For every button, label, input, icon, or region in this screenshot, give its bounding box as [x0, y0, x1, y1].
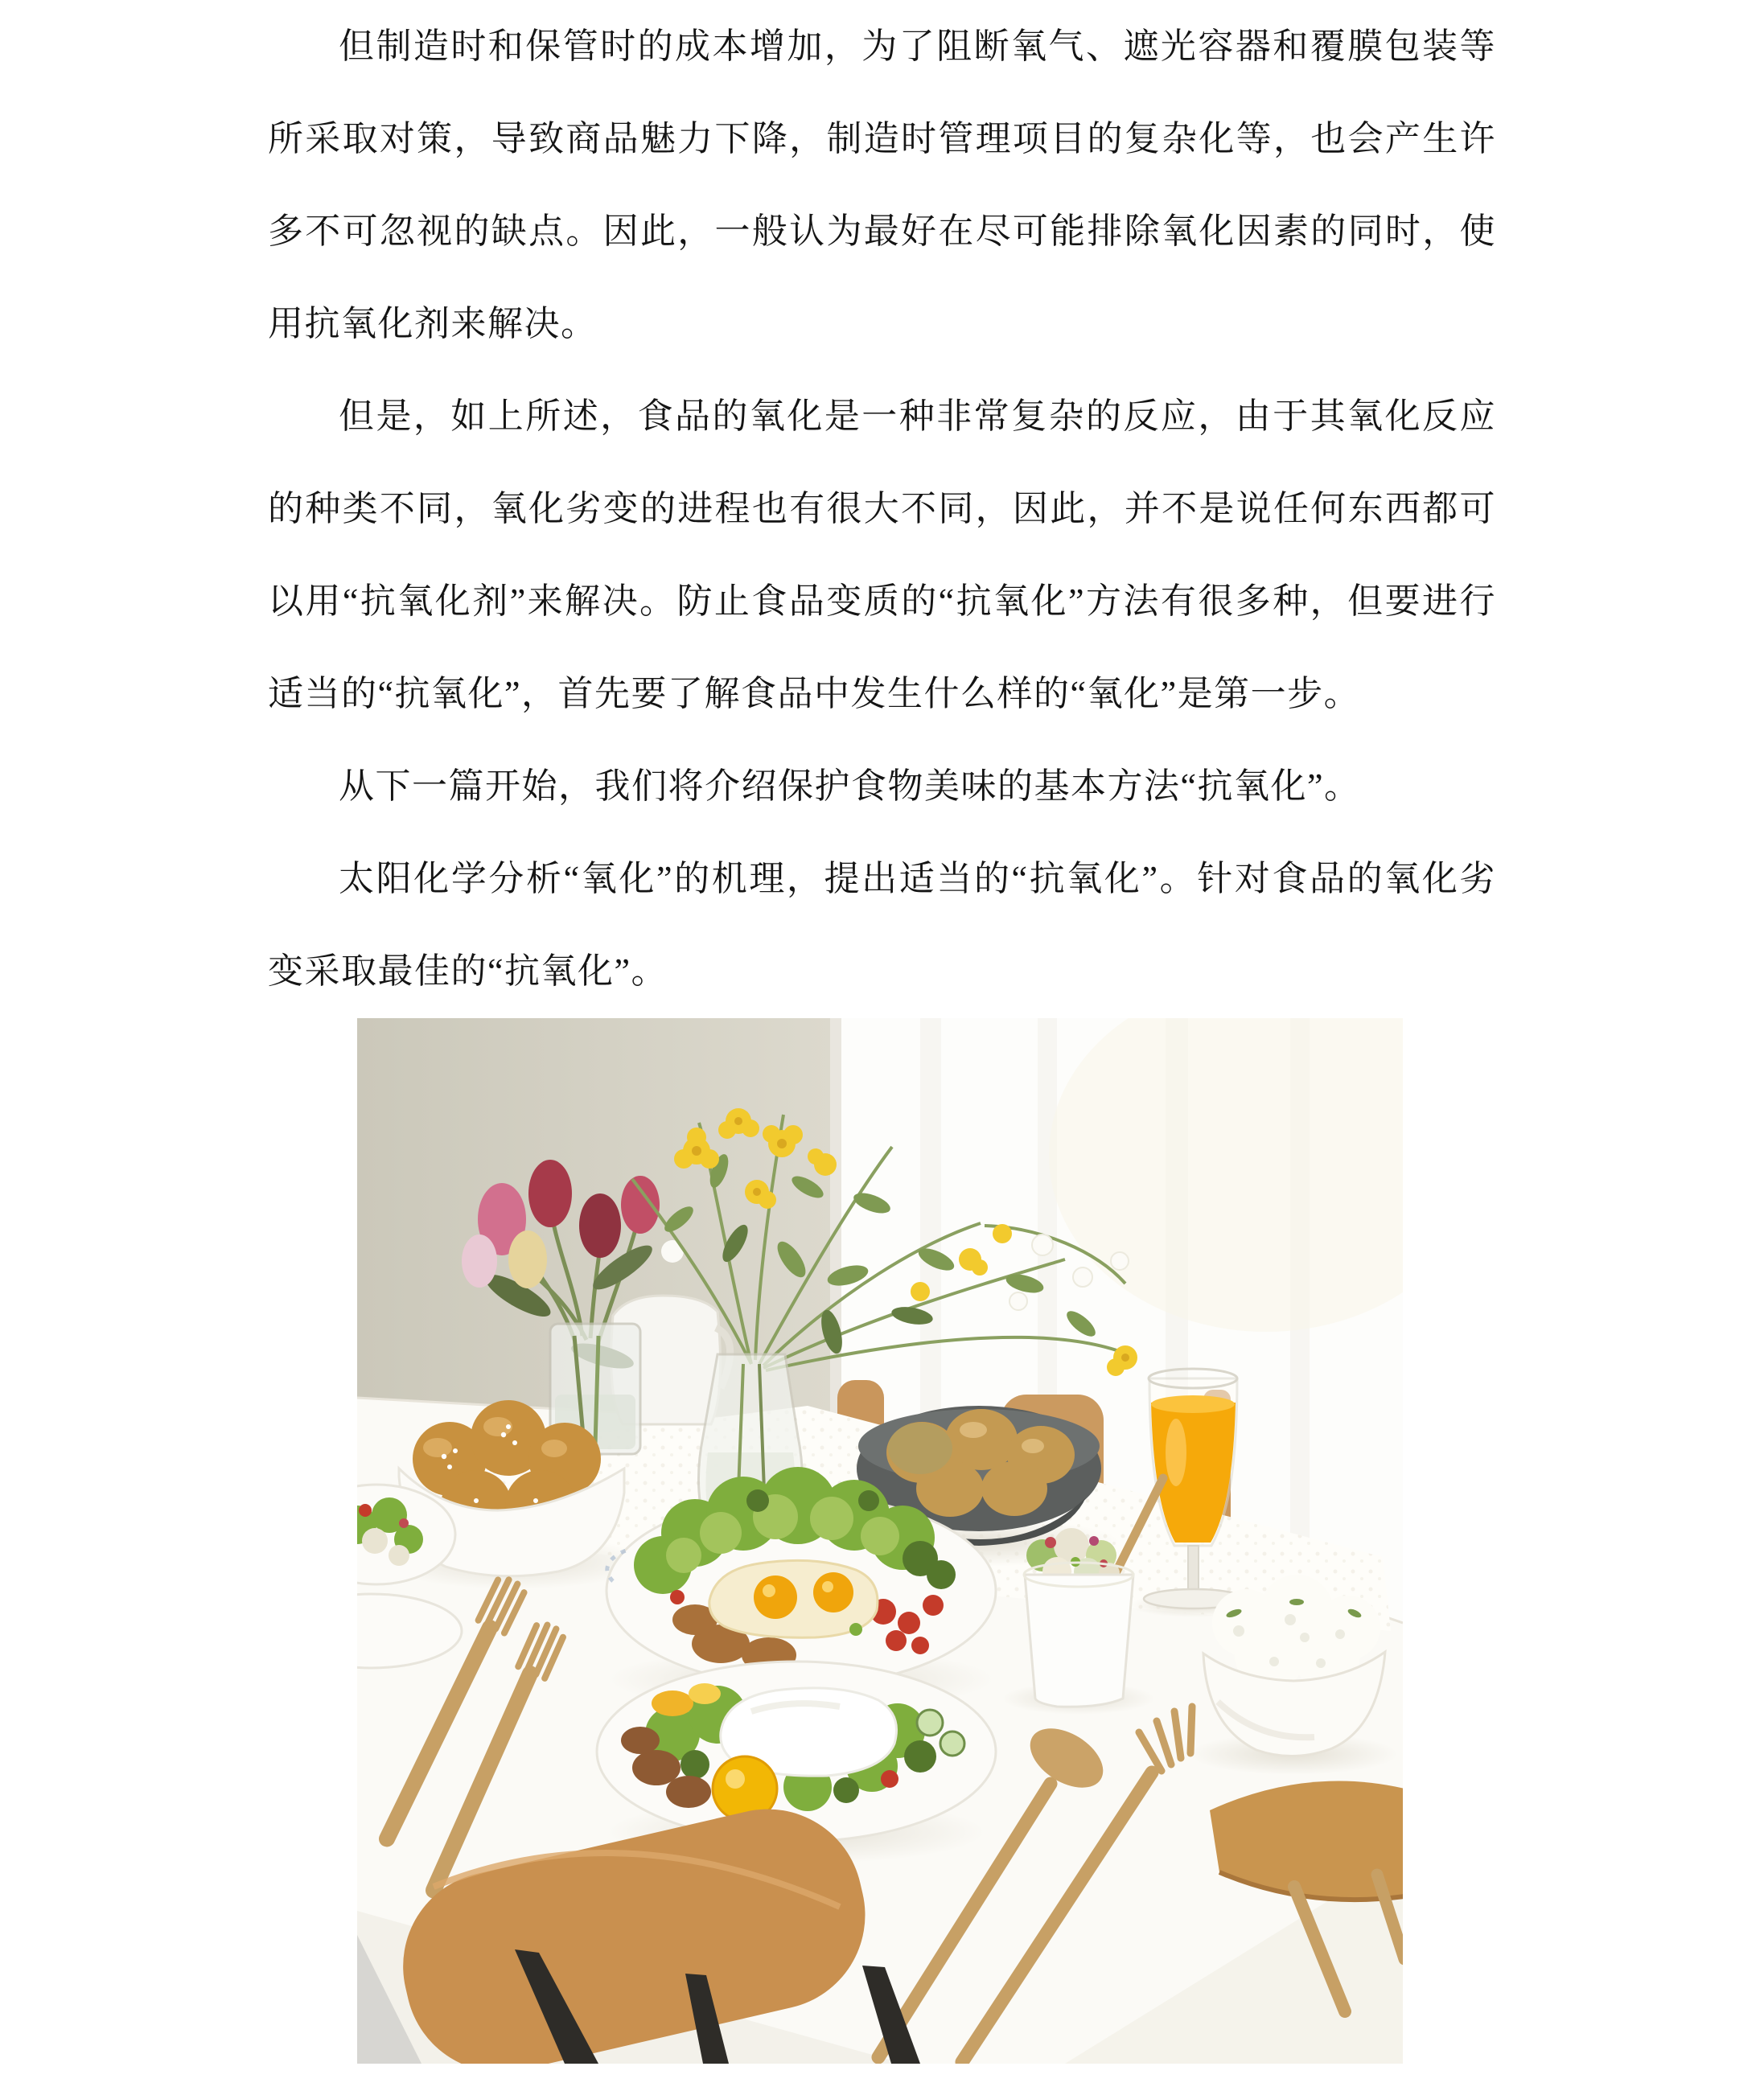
paragraph-3: 从下一篇开始，我们将介绍保护食物美味的基本方法“抗氧化”。: [339, 766, 1361, 806]
paragraph-2: 但是，如上所述，食品的氧化是一种非常复杂的反应，由于其氧化反应的种类不同，氧化劣变的进程也有很大不同，因此，并不是说任何东西都可以用“抗氧化剂”来解决。防止食品变质的“抗氧化”方法有很多种，但要进行适当的“抗氧化”，首先要了解食品中发生什么样的“氧化”是第一步。: [268, 396, 1496, 713]
paragraph-4: 太阳化学分析“氧化”的机理，提出适当的“抗氧化”。针对食品的氧化劣变采取最佳的“抗氧化”。: [268, 859, 1496, 991]
document-page: [0, 0, 1764, 1017]
dining-table-photo: [357, 1018, 1403, 2064]
text-block: [268, 0, 1496, 1017]
paragraph-1: 但制造时和保管时的成本增加，为了阻断氧气、遮光容器和覆膜包装等所采取对策，导致商品魅力下降，制造时管理项目的复杂化等，也会产生许多不可忽视的缺点。因此，一般认为最好在尽可能排除氧化因素的同时，使用抗氧化剂来解决。: [268, 27, 1496, 343]
